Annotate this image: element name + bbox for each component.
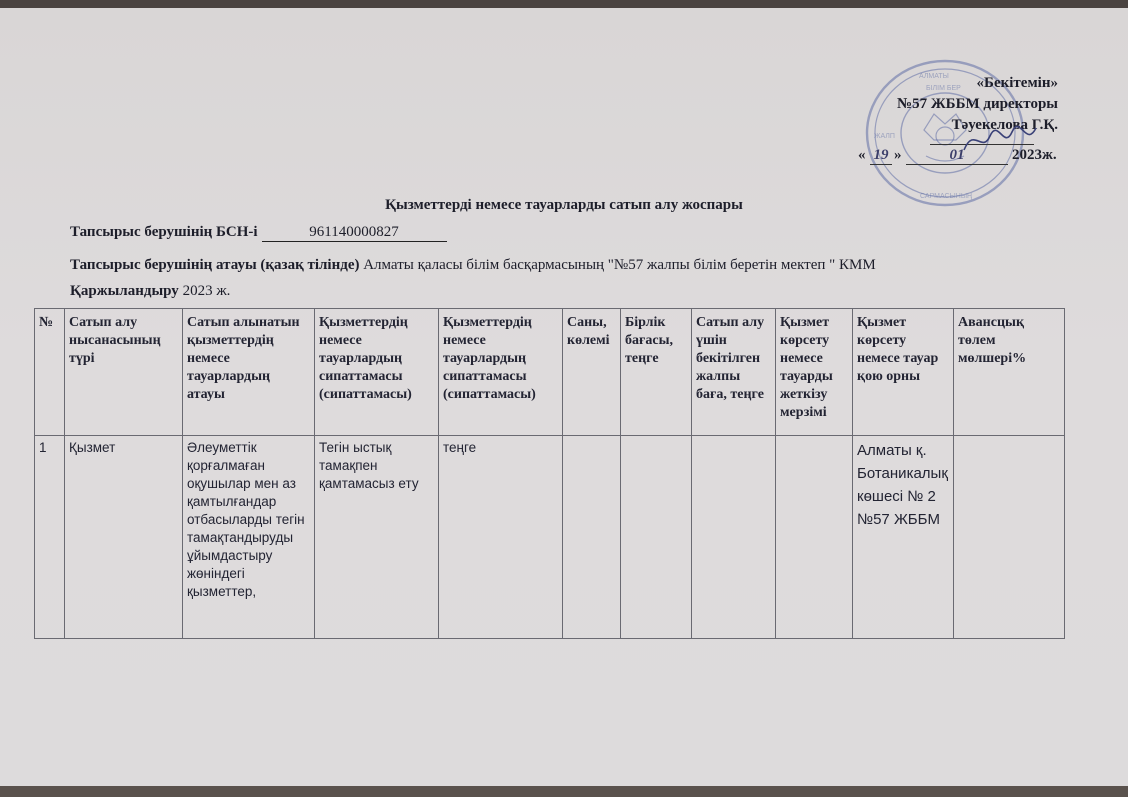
cell-advance-payment — [954, 436, 1065, 639]
approval-position: №57 ЖББМ директоры — [897, 96, 1058, 112]
approval-title: «Бекітемін» — [976, 75, 1058, 91]
svg-text:АЛМАТЫ: АЛМАТЫ — [919, 73, 949, 80]
cell-description-2: теңге — [439, 436, 563, 639]
cell-delivery-place: Алматы қ. Ботаникалық көшесі № 2 №57 ЖББМ — [853, 436, 954, 639]
cell-quantity — [563, 436, 621, 639]
header-delivery-term: Қызмет көрсету немесе тауарды жеткізу мерзімі — [776, 309, 853, 436]
bin-value: 961140000827 — [262, 224, 447, 242]
cell-delivery-term — [776, 436, 853, 639]
cell-subject-type: Қызмет — [65, 436, 183, 639]
document-title: Қызметтерді немесе тауарларды сатып алу жоспары — [385, 197, 743, 213]
header-quantity: Саны, көлемі — [563, 309, 621, 436]
header-delivery-place: Қызмет көрсету немесе тауар қою орны — [853, 309, 954, 436]
header-total-price: Сатып алу үшін бекітілген жалпы баға, теңге — [692, 309, 776, 436]
bin-line — [70, 224, 447, 242]
cell-description: Тегін ыстық тамақпен қамтамасыз ету — [315, 436, 439, 639]
table-row — [35, 436, 1065, 639]
approval-name: Тәуекелова Г.Қ. — [951, 117, 1058, 133]
approval-year: 2023ж. — [1012, 147, 1057, 163]
procurement-plan-table — [34, 308, 1065, 639]
cell-item-name: Әлеуметтік қорғалмаған оқушылар мен аз қамтылғандар отбасыларды тегін тамақтандыруды ұйымдастыру жөніндегі қызметтер, — [183, 436, 315, 639]
funding-line — [70, 283, 230, 300]
approval-day: 19 — [870, 147, 892, 165]
header-advance-payment: Авансцық төлем мөлшері% — [954, 309, 1065, 436]
cell-unit-price — [621, 436, 692, 639]
cell-number: 1 — [35, 436, 65, 639]
funding-label: Қаржыландыру — [70, 283, 179, 299]
customer-name-value: Алматы қаласы білім басқармасының "№57 жалпы білім беретін мектеп " КММ — [363, 257, 876, 273]
bin-label: Тапсырыс берушінің БСН-і — [70, 224, 258, 240]
header-item-name: Сатып алынатын қызметтердің немесе тауарлардың атауы — [183, 309, 315, 436]
customer-name-label: Тапсырыс берушінің атауы (қазақ тілінде) — [70, 257, 360, 273]
svg-text:ЖАЛП: ЖАЛП — [874, 133, 895, 140]
header-description-2: Қызметтердің немесе тауарлардың сипаттамасы (сипаттамасы) — [439, 309, 563, 436]
header-subject-type: Сатып алу нысанасының түрі — [65, 309, 183, 436]
cell-total-price — [692, 436, 776, 639]
table-header-row — [35, 309, 1065, 436]
photo-bottom-edge — [0, 786, 1128, 797]
funding-value: 2023 ж. — [182, 283, 231, 299]
approval-month: 01 — [906, 147, 1008, 165]
header-unit-price: Бірлік бағасы, теңге — [621, 309, 692, 436]
svg-text:БІЛІМ БЕР: БІЛІМ БЕР — [926, 85, 961, 92]
customer-name-line — [70, 257, 876, 274]
svg-text:САРМАСЫНЫҢ: САРМАСЫНЫҢ — [920, 193, 973, 200]
header-number: № — [35, 309, 65, 436]
header-description: Қызметтердің немесе тауарлардың сипаттамасы (сипаттамасы) — [315, 309, 439, 436]
